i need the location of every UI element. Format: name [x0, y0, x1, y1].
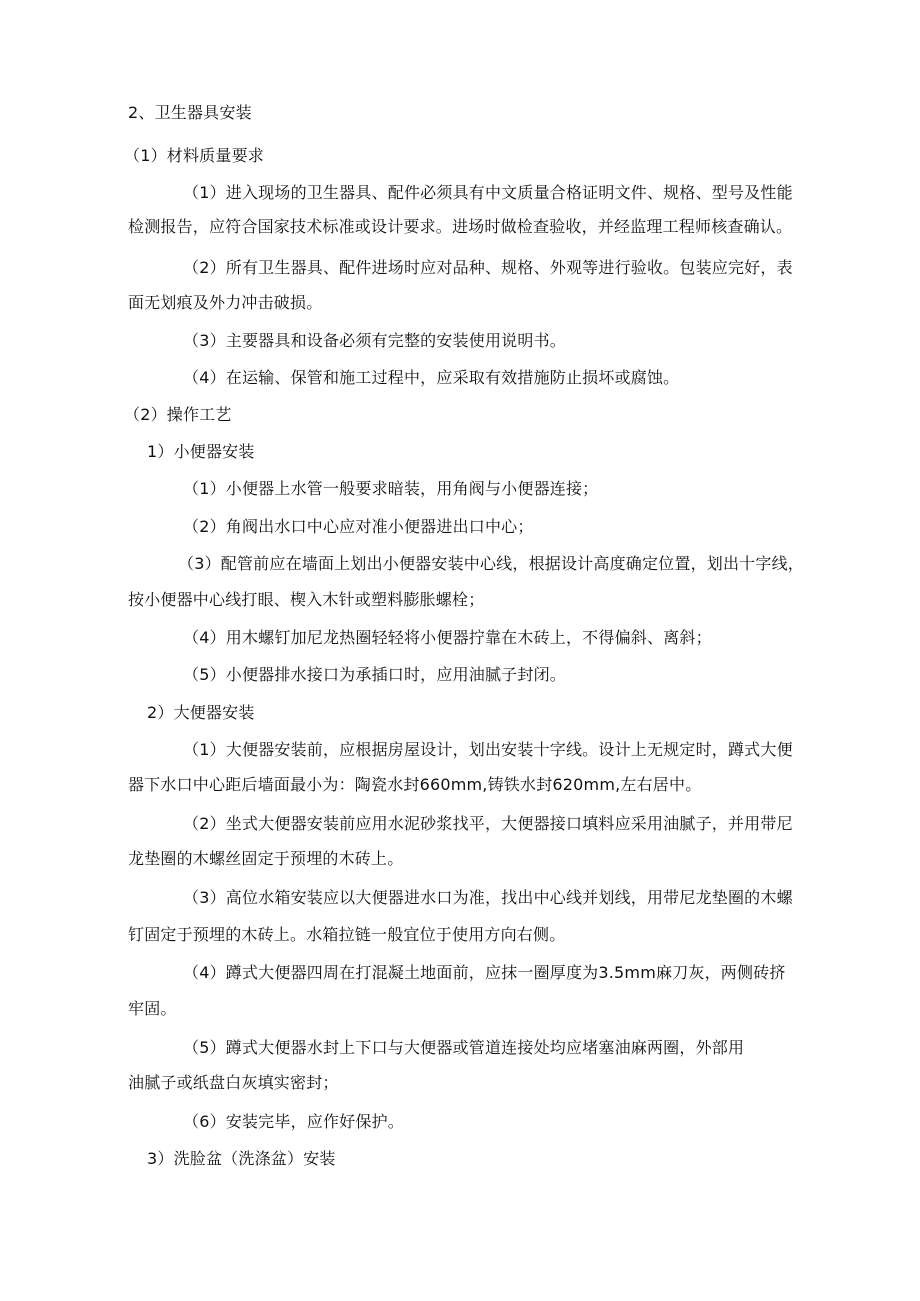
- material-item-2-line-2: 面无划痕及外力冲击破损。: [128, 293, 323, 312]
- toilet-item-5-line-1: （5）蹲式大便器水封上下口与大便器或管道连接处均应堵塞油麻两圈，外部用: [183, 1038, 745, 1057]
- toilet-item-3-line-2: 钉固定于预埋的木砖上。水箱拉链一般宜位于使用方向右侧。: [128, 925, 566, 944]
- toilet-item-5-line-2: 油腻子或纸盘白灰填实密封；: [128, 1073, 339, 1092]
- urinal-item-3-line-2: 按小便器中心线打眼、楔入木针或塑料膨胀螺栓；: [128, 590, 485, 609]
- toilet-item-4-line-2: 牢固。: [128, 999, 177, 1018]
- material-item-2-line-1: （2）所有卫生器具、配件进场时应对品种、规格、外观等进行验收。包装应完好，表: [183, 258, 793, 277]
- toilet-item-1-line-1: （1）大便器安装前，应根据房屋设计，划出安装十字线。设计上无规定时，蹲式大便: [183, 740, 793, 759]
- material-item-3: （3）主要器具和设备必须有完整的安装使用说明书。: [183, 331, 566, 350]
- toilet-item-1-line-2: 器下水口中心距后墙面最小为：陶瓷水封660mm,铸铁水封620mm,左右居中。: [128, 775, 702, 794]
- material-heading: （1）材料质量要求: [124, 146, 264, 165]
- material-item-4: （4）在运输、保管和施工过程中，应采取有效措施防止损坏或腐蚀。: [183, 368, 680, 387]
- urinal-item-2: （2）角阀出水口中心应对准小便器进出口中心；: [183, 517, 534, 536]
- urinal-item-1: （1）小便器上水管一般要求暗装，用角阀与小便器连接；: [183, 479, 599, 498]
- toilet-item-6: （6）安装完毕，应作好保护。: [183, 1112, 404, 1131]
- section-title: 2、卫生器具安装: [128, 103, 252, 122]
- toilet-heading: 2）大便器安装: [147, 703, 255, 722]
- washbasin-heading: 3）洗脸盆（洗涤盆）安装: [147, 1149, 336, 1168]
- toilet-item-3-line-1: （3）高位水箱安装应以大便器进水口为准，找出中心线并划线，用带尼龙垫圈的木螺: [183, 888, 793, 907]
- urinal-heading: 1）小便器安装: [147, 442, 255, 461]
- material-item-1-line-1: （1）进入现场的卫生器具、配件必须具有中文质量合格证明文件、规格、型号及性能: [183, 183, 793, 202]
- material-item-1-line-2: 检测报告，应符合国家技术标准或设计要求。进场时做检查验收，并经监理工程师核查确认。: [128, 217, 793, 236]
- urinal-item-5: （5）小便器排水接口为承插口时，应用油腻子封闭。: [183, 665, 566, 684]
- toilet-item-2-line-1: （2）坐式大便器安装前应用水泥砂浆找平，大便器接口填料应采用油腻子，并用带尼: [183, 814, 793, 833]
- toilet-item-4-line-1: （4）蹲式大便器四周在打混凝土地面前，应抹一圈厚度为3.5mm麻刀灰，两侧砖挤: [183, 963, 786, 982]
- urinal-item-4: （4）用木螺钉加尼龙热圈轻轻将小便器拧靠在木砖上，不得偏斜、离斜；: [183, 628, 712, 647]
- process-heading: （2）操作工艺: [124, 405, 232, 424]
- toilet-item-2-line-2: 龙垫圈的木螺丝固定于预埋的木砖上。: [128, 849, 404, 868]
- urinal-item-3-line-1: （3）配管前应在墙面上划出小便器安装中心线，根据设计高度确定位置，划出十字线，: [178, 554, 804, 573]
